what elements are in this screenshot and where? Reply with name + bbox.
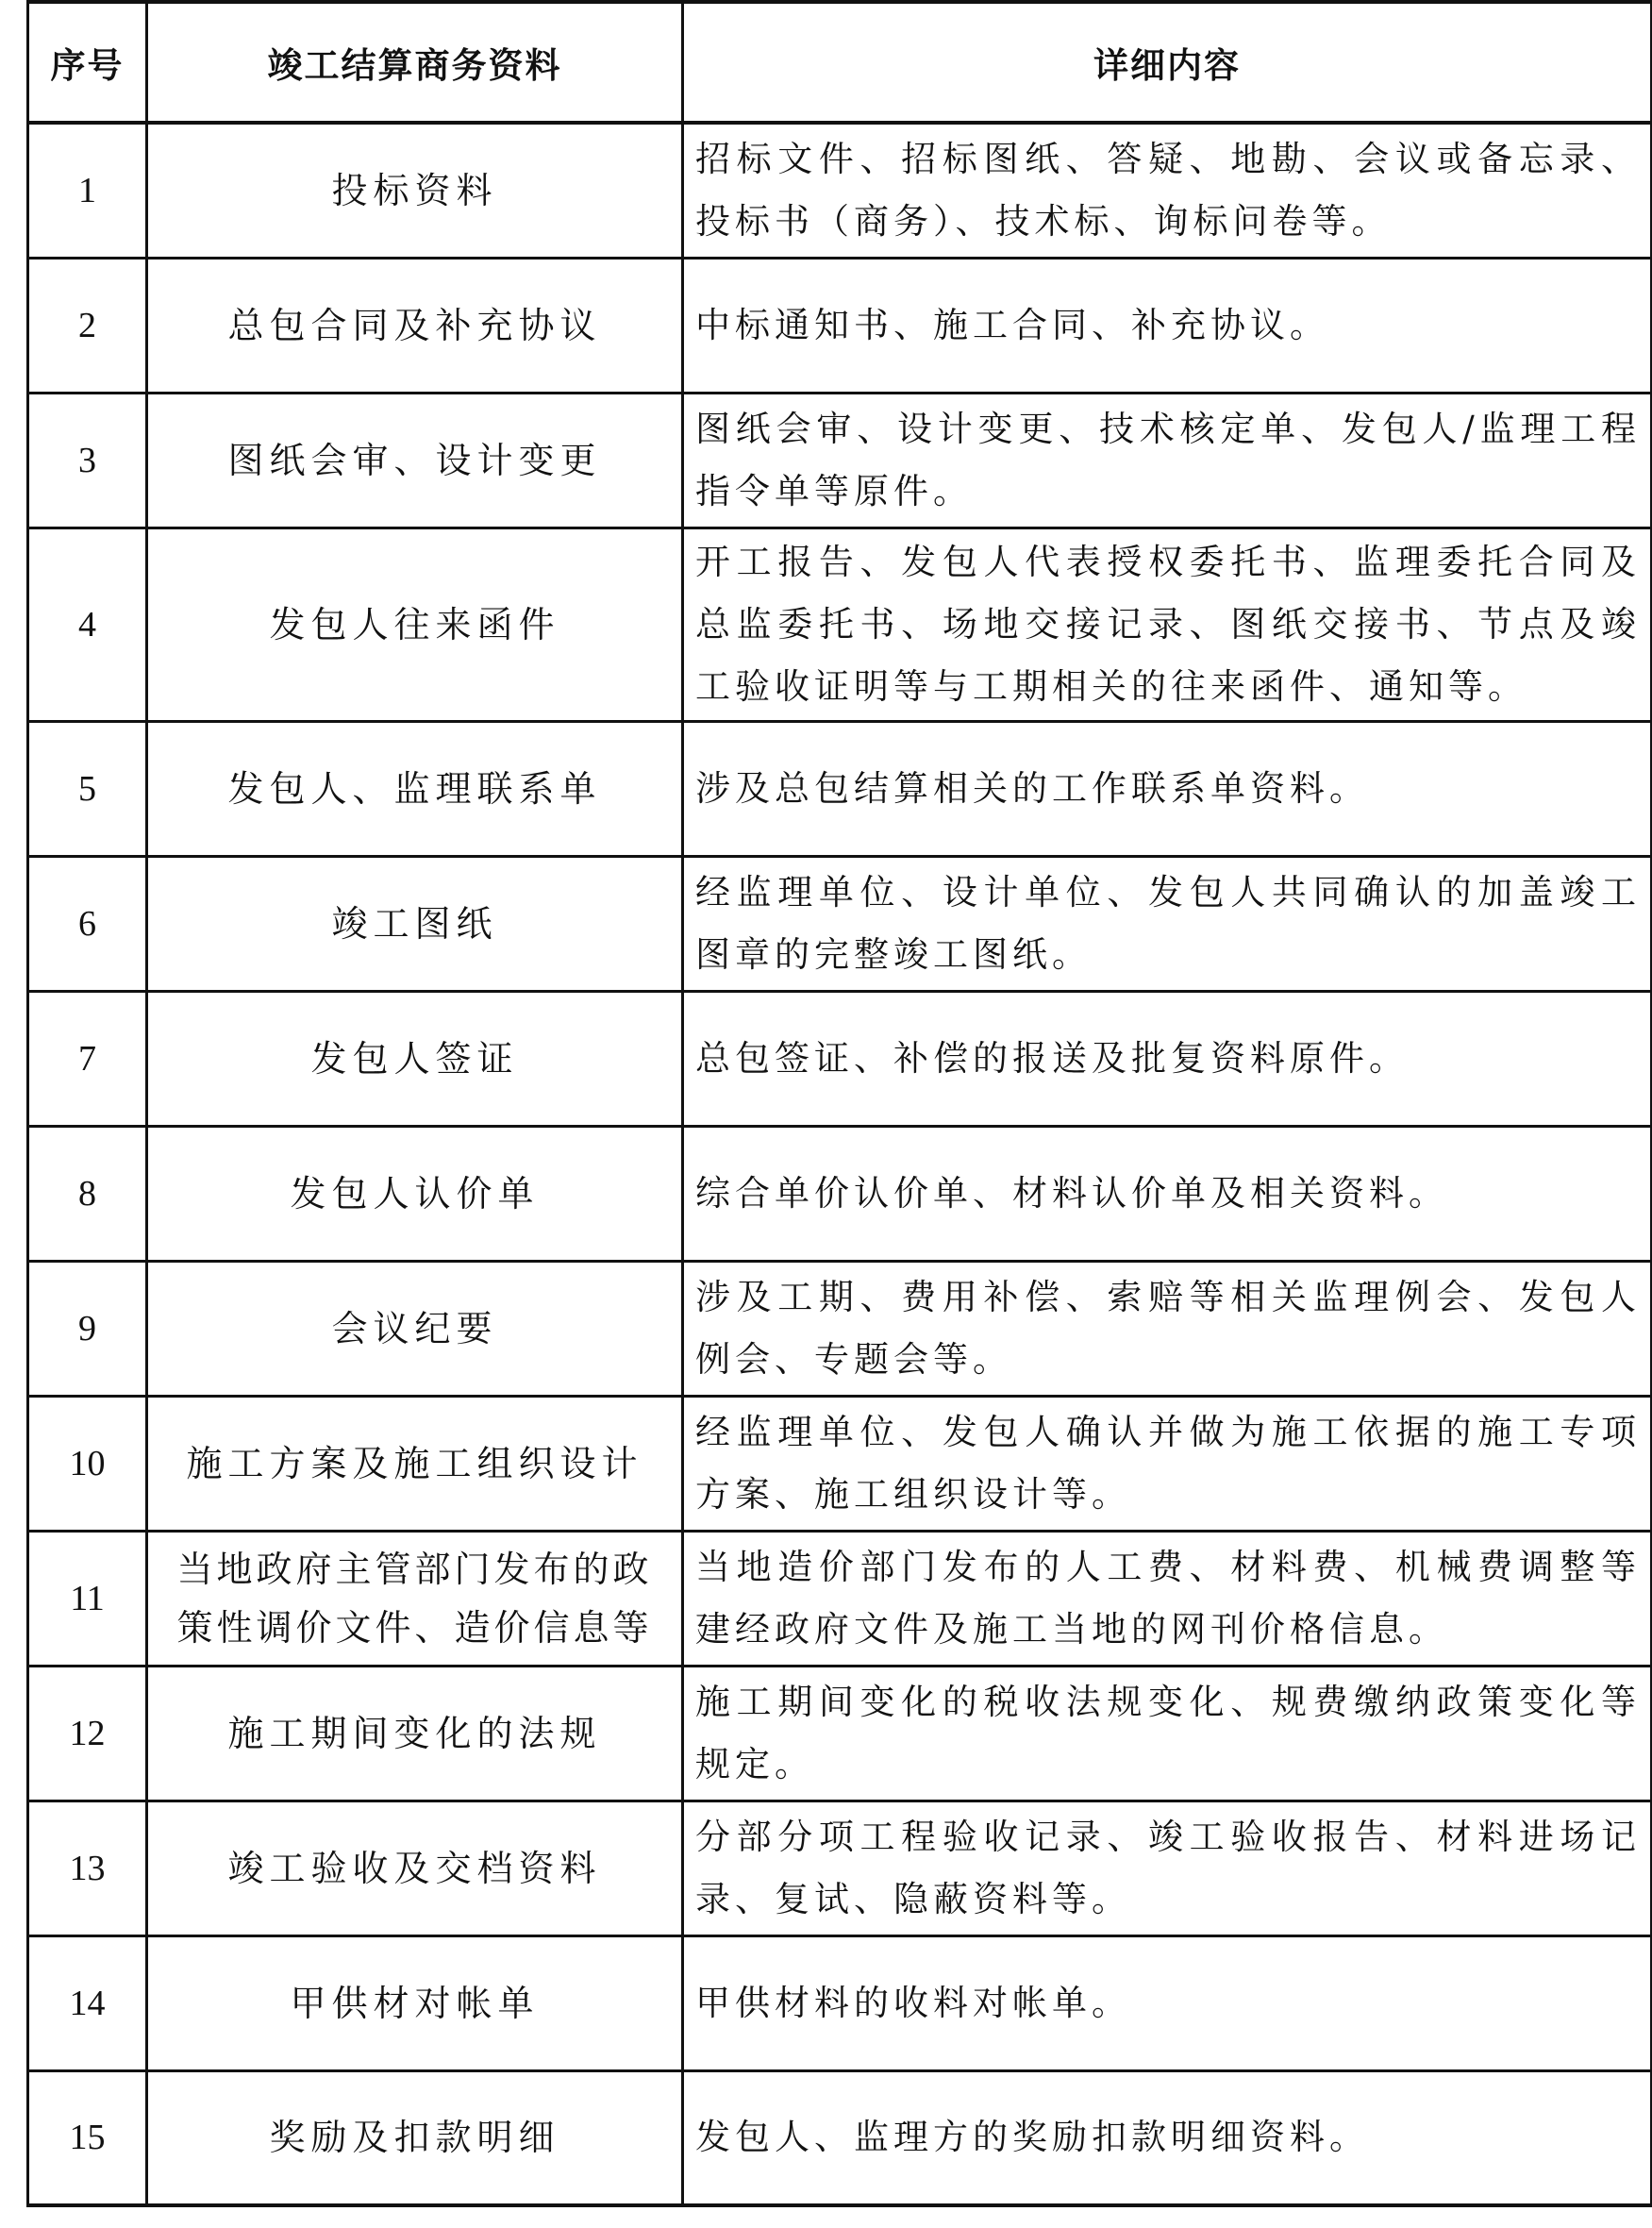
row-seq: 3	[28, 393, 147, 528]
row-name: 发包人签证	[147, 991, 683, 1126]
row-detail: 开工报告、发包人代表授权委托书、监理委托合同及总监委托书、场地交接记录、图纸交接书、节点及竣工验收证明等与工期相关的往来函件、通知等。	[683, 528, 1652, 721]
table-header	[28, 2, 1652, 123]
row-seq: 6	[28, 856, 147, 991]
row-detail: 施工期间变化的税收法规变化、规费缴纳政策变化等规定。	[683, 1666, 1652, 1801]
table-row	[28, 1396, 1652, 1531]
row-detail: 当地造价部门发布的人工费、材料费、机械费调整等建经政府文件及施工当地的网刊价格信息。	[683, 1531, 1652, 1666]
row-name: 竣工验收及交档资料	[147, 1801, 683, 1935]
table-row	[28, 393, 1652, 528]
table-row	[28, 1801, 1652, 1935]
row-detail: 图纸会审、设计变更、技术核定单、发包人/监理工程指令单等原件。	[683, 393, 1652, 528]
row-name: 发包人、监理联系单	[147, 721, 683, 856]
row-detail: 中标通知书、施工合同、补充协议。	[683, 258, 1652, 393]
row-seq: 10	[28, 1396, 147, 1531]
row-seq: 4	[28, 528, 147, 721]
row-detail: 发包人、监理方的奖励扣款明细资料。	[683, 2070, 1652, 2205]
table-row	[28, 1126, 1652, 1261]
row-seq: 15	[28, 2070, 147, 2205]
row-detail: 涉及工期、费用补偿、索赔等相关监理例会、发包人例会、专题会等。	[683, 1261, 1652, 1396]
row-detail: 分部分项工程验收记录、竣工验收报告、材料进场记录、复试、隐蔽资料等。	[683, 1801, 1652, 1935]
row-name: 投标资料	[147, 123, 683, 258]
row-seq: 1	[28, 123, 147, 258]
table-row	[28, 1261, 1652, 1396]
table-row	[28, 856, 1652, 991]
table-row	[28, 123, 1652, 258]
row-name: 施工期间变化的法规	[147, 1666, 683, 1801]
header-seq: 序号	[28, 2, 147, 123]
row-name: 发包人往来函件	[147, 528, 683, 721]
table-row	[28, 991, 1652, 1126]
row-name: 甲供材对帐单	[147, 1935, 683, 2070]
row-name: 施工方案及施工组织设计	[147, 1396, 683, 1531]
row-detail: 涉及总包结算相关的工作联系单资料。	[683, 721, 1652, 856]
table-row	[28, 1531, 1652, 1666]
row-name: 会议纪要	[147, 1261, 683, 1396]
row-seq: 11	[28, 1531, 147, 1666]
row-detail: 总包签证、补偿的报送及批复资料原件。	[683, 991, 1652, 1126]
header-name: 竣工结算商务资料	[147, 2, 683, 123]
row-detail: 招标文件、招标图纸、答疑、地勘、会议或备忘录、投标书（商务）、技术标、询标问卷等。	[683, 123, 1652, 258]
row-seq: 13	[28, 1801, 147, 1935]
row-seq: 8	[28, 1126, 147, 1261]
row-seq: 12	[28, 1666, 147, 1801]
table-body	[28, 123, 1652, 2205]
row-seq: 9	[28, 1261, 147, 1396]
table-row	[28, 721, 1652, 856]
row-name: 当地政府主管部门发布的政策性调价文件、造价信息等	[147, 1531, 683, 1666]
row-name: 发包人认价单	[147, 1126, 683, 1261]
row-name: 竣工图纸	[147, 856, 683, 991]
row-detail: 综合单价认价单、材料认价单及相关资料。	[683, 1126, 1652, 1261]
header-detail: 详细内容	[683, 2, 1652, 123]
table-row	[28, 1935, 1652, 2070]
row-name: 图纸会审、设计变更	[147, 393, 683, 528]
table-row	[28, 2070, 1652, 2205]
row-name: 总包合同及补充协议	[147, 258, 683, 393]
row-name: 奖励及扣款明细	[147, 2070, 683, 2205]
row-seq: 2	[28, 258, 147, 393]
row-detail: 经监理单位、设计单位、发包人共同确认的加盖竣工图章的完整竣工图纸。	[683, 856, 1652, 991]
settlement-materials-table-container	[26, 0, 1650, 2207]
settlement-materials-table	[26, 0, 1652, 2207]
table-row	[28, 528, 1652, 721]
row-seq: 14	[28, 1935, 147, 2070]
row-detail: 经监理单位、发包人确认并做为施工依据的施工专项方案、施工组织设计等。	[683, 1396, 1652, 1531]
row-seq: 5	[28, 721, 147, 856]
table-row	[28, 258, 1652, 393]
table-row	[28, 1666, 1652, 1801]
row-detail: 甲供材料的收料对帐单。	[683, 1935, 1652, 2070]
header-row	[28, 2, 1652, 123]
row-seq: 7	[28, 991, 147, 1126]
